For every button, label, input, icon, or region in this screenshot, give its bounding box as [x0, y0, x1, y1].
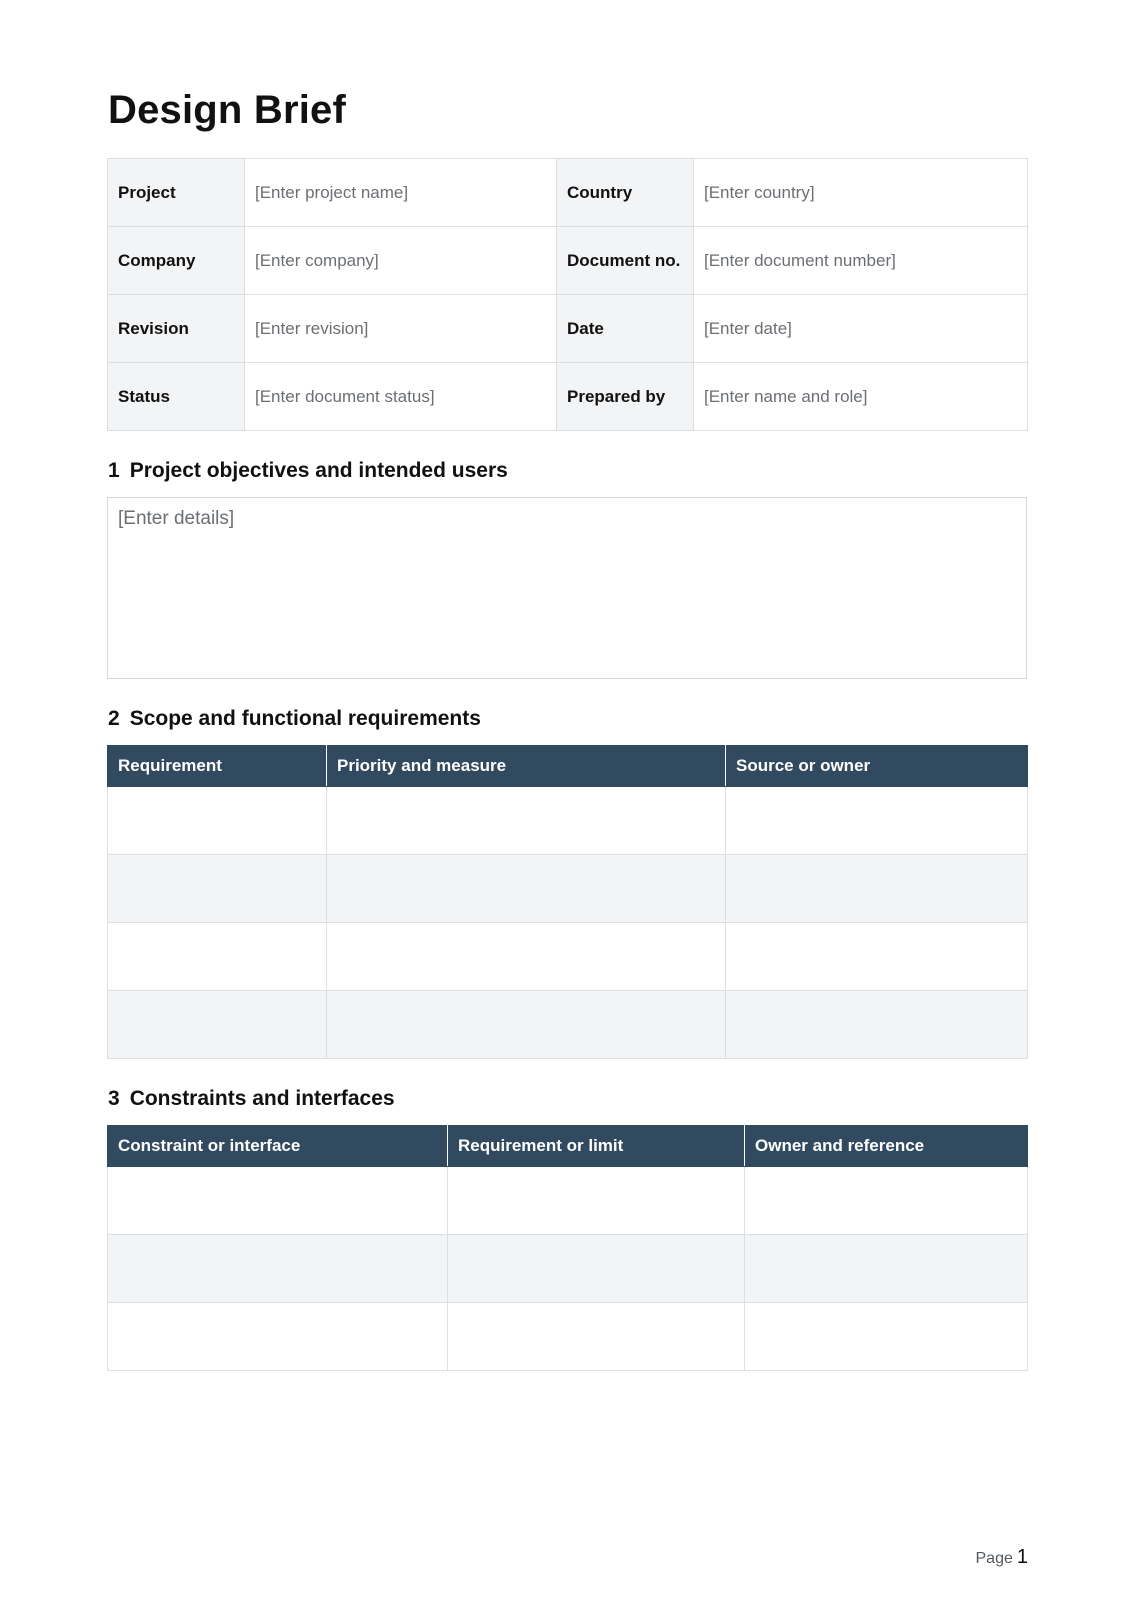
- table-cell[interactable]: [745, 1167, 1028, 1235]
- table-cell[interactable]: [726, 855, 1028, 923]
- table-row: [108, 923, 1028, 991]
- table-row: [108, 991, 1028, 1059]
- column-header: Owner and reference: [745, 1126, 1028, 1167]
- table-cell[interactable]: [108, 855, 327, 923]
- section-title: Scope and functional requirements: [129, 707, 481, 730]
- table-cell[interactable]: [726, 923, 1028, 991]
- column-header: Priority and measure: [327, 746, 726, 787]
- table-cell[interactable]: [327, 855, 726, 923]
- status-field[interactable]: [Enter document status]: [245, 363, 557, 431]
- table-row: [108, 1167, 1028, 1235]
- info-row: [108, 159, 1028, 227]
- table-cell[interactable]: [327, 787, 726, 855]
- page-label: Page: [975, 1550, 1013, 1567]
- table-cell[interactable]: [108, 1235, 448, 1303]
- document-info-table: [107, 158, 1028, 431]
- info-row: [108, 295, 1028, 363]
- section-number: 3: [108, 1087, 120, 1110]
- date-field[interactable]: [Enter date]: [694, 295, 1028, 363]
- prepared-by-field[interactable]: [Enter name and role]: [694, 363, 1028, 431]
- table-cell[interactable]: [108, 787, 327, 855]
- table-cell[interactable]: [327, 923, 726, 991]
- table-cell[interactable]: [448, 1303, 745, 1371]
- table-cell[interactable]: [745, 1235, 1028, 1303]
- document-number-label: Document no.: [557, 227, 694, 295]
- table-cell[interactable]: [108, 923, 327, 991]
- info-row: [108, 227, 1028, 295]
- section-1-heading: [108, 459, 508, 483]
- section-title: Project objectives and intended users: [129, 459, 508, 482]
- table-header-row: [108, 746, 1028, 787]
- page-footer: [976, 1546, 1029, 1569]
- table-cell[interactable]: [448, 1167, 745, 1235]
- section-number: 2: [108, 707, 120, 730]
- table-row: [108, 855, 1028, 923]
- info-row: [108, 363, 1028, 431]
- constraints-table: [107, 1125, 1028, 1371]
- column-header: Source or owner: [726, 746, 1028, 787]
- date-label: Date: [557, 295, 694, 363]
- column-header: Requirement: [108, 746, 327, 787]
- document-number-field[interactable]: [Enter document number]: [694, 227, 1028, 295]
- objectives-details-field[interactable]: [Enter details]: [107, 497, 1027, 679]
- page-number: 1: [1016, 1546, 1028, 1568]
- table-cell[interactable]: [108, 1303, 448, 1371]
- prepared-by-label: Prepared by: [557, 363, 694, 431]
- country-field[interactable]: [Enter country]: [694, 159, 1028, 227]
- table-header-row: [108, 1126, 1028, 1167]
- project-field[interactable]: [Enter project name]: [245, 159, 557, 227]
- table-row: [108, 1235, 1028, 1303]
- table-cell[interactable]: [108, 1167, 448, 1235]
- table-row: [108, 787, 1028, 855]
- section-2-heading: [108, 707, 481, 731]
- column-header: Constraint or interface: [108, 1126, 448, 1167]
- revision-label: Revision: [108, 295, 245, 363]
- table-cell[interactable]: [108, 991, 327, 1059]
- revision-field[interactable]: [Enter revision]: [245, 295, 557, 363]
- project-label: Project: [108, 159, 245, 227]
- table-cell[interactable]: [448, 1235, 745, 1303]
- section-title: Constraints and interfaces: [129, 1087, 395, 1110]
- company-label: Company: [108, 227, 245, 295]
- status-label: Status: [108, 363, 245, 431]
- requirements-table: [107, 745, 1028, 1059]
- company-field[interactable]: [Enter company]: [245, 227, 557, 295]
- table-cell[interactable]: [745, 1303, 1028, 1371]
- column-header: Requirement or limit: [448, 1126, 745, 1167]
- country-label: Country: [557, 159, 694, 227]
- table-row: [108, 1303, 1028, 1371]
- table-cell[interactable]: [726, 991, 1028, 1059]
- section-3-heading: [108, 1087, 395, 1111]
- page-title: Design Brief: [108, 88, 347, 132]
- table-cell[interactable]: [327, 991, 726, 1059]
- section-number: 1: [108, 459, 120, 482]
- table-cell[interactable]: [726, 787, 1028, 855]
